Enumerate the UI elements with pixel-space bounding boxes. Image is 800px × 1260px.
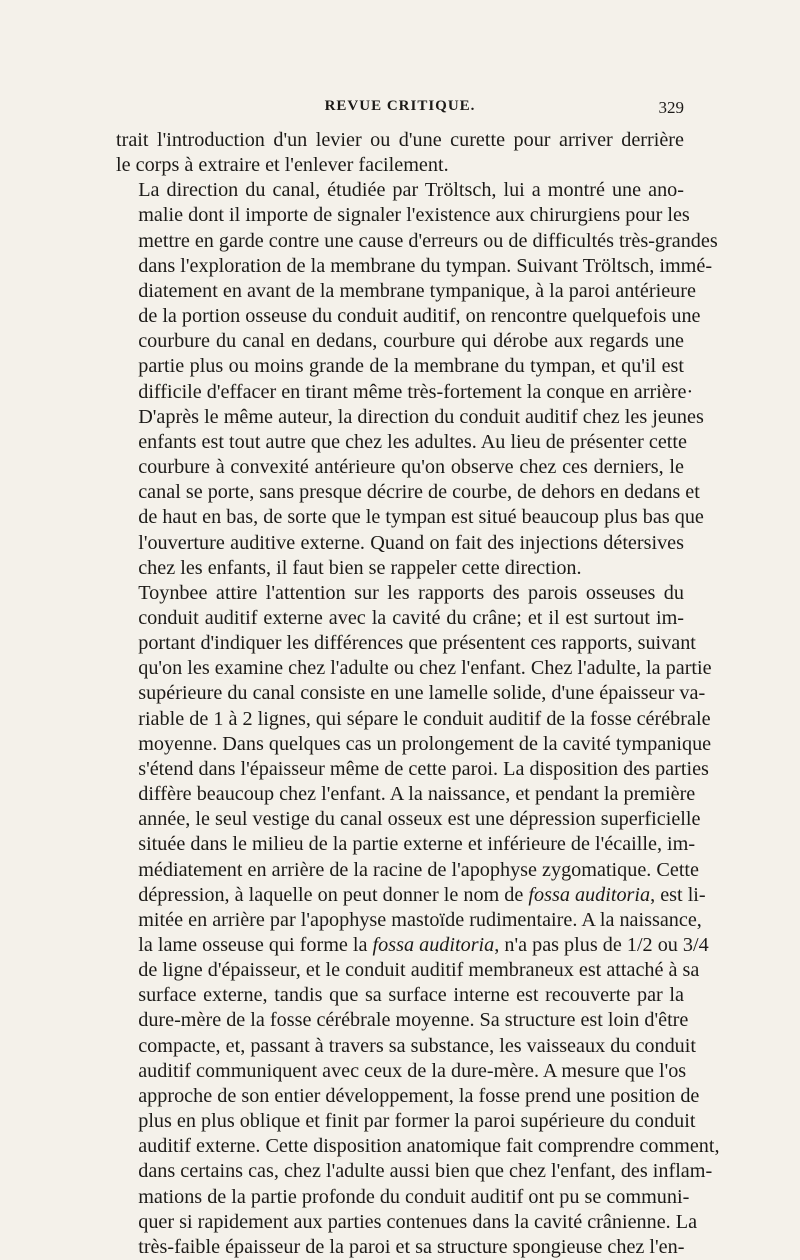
paragraph xyxy=(116,581,720,1260)
text-line: partie plus ou moins grande de la membrane du tympan, et qu'il est xyxy=(138,355,684,378)
text-line: mitée en arrière par l'apophyse mastoïde rudimentaire. A la naissance, xyxy=(138,908,702,931)
text-line: D'après le même auteur, la direction du conduit auditif chez les jeunes xyxy=(138,405,704,428)
text-line: surface externe, tandis que sa surface interne est recouverte par la xyxy=(138,984,684,1007)
text-line: courbure du canal en dedans, courbure qui dérobe aux regards une xyxy=(138,330,684,353)
text-line: canal se porte, sans presque décrire de courbe, de dehors en dedans et xyxy=(138,481,700,504)
text-line: située dans le milieu de la partie externe et inférieure de l'écaille, im- xyxy=(138,833,696,856)
text-line: conduit auditif externe avec la cavité du crâne; et il est surtout im- xyxy=(138,606,684,629)
text-line: plus en plus oblique et finit par former la paroi supérieure du conduit xyxy=(138,1110,696,1133)
text-line: moyenne. Dans quelques cas un prolongement de la cavité tympanique xyxy=(138,732,712,755)
text-line: quer si rapidement aux parties contenues dans la cavité crânienne. La xyxy=(138,1210,698,1233)
text-line: s'étend dans l'épaisseur même de cette paroi. La disposition des parties xyxy=(138,757,709,780)
text-line: enfants est tout autre que chez les adultes. Au lieu de présenter cette xyxy=(138,430,687,453)
text-line: dure-mère de la fosse cérébrale moyenne. Sa structure est loin d'être xyxy=(138,1009,689,1032)
body-text xyxy=(116,128,720,1260)
text-line: malie dont il importe de signaler l'existence aux chirurgiens pour les xyxy=(138,204,690,227)
text-line: compacte, et, passant à travers sa substance, les vaisseaux du conduit xyxy=(138,1034,696,1057)
text-line: portant d'indiquer les différences que présentent ces rapports, suivant xyxy=(138,632,696,655)
text-line: dans certains cas, chez l'adulte aussi bien que chez l'enfant, des inflam- xyxy=(138,1160,713,1183)
text-line: de haut en bas, de sorte que le tympan est situé beaucoup plus bas que xyxy=(138,506,704,529)
text-line: diffère beaucoup chez l'enfant. A la naissance, et pendant la première xyxy=(138,783,696,806)
text-line: qu'on les examine chez l'adulte ou chez l'enfant. Chez l'adulte, la partie xyxy=(138,657,712,680)
text-line: Toynbee attire l'attention sur les rapports des parois osseuses du xyxy=(138,581,684,604)
text-line: approche de son entier développement, la fosse prend une position de xyxy=(138,1084,700,1107)
paragraph xyxy=(116,128,684,178)
text-line: auditif externe. Cette disposition anatomique fait comprendre comment, xyxy=(138,1135,720,1158)
text-line: le corps à extraire et l'enlever facilement. xyxy=(116,154,449,177)
text-line: diatement en avant de la membrane tympanique, à la paroi antérieure xyxy=(138,279,696,302)
text-line: La direction du canal, étudiée par Tröltsch, lui a montré une ano- xyxy=(138,179,684,202)
text-line: difficile d'effacer en tirant même très-fortement la conque en arrière· xyxy=(138,380,694,403)
text-line: médiatement en arrière de la racine de l'apophyse zygomatique. Cette xyxy=(138,858,700,881)
text-line: dépression, à laquelle on peut donner le nom de fossa auditoria, est li- xyxy=(138,883,706,906)
text-line: courbure à convexité antérieure qu'on observe chez ces derniers, le xyxy=(138,456,684,479)
text-line: l'ouverture auditive externe. Quand on fait des injections détersives xyxy=(138,531,684,554)
text-line: la lame osseuse qui forme la fossa auditoria, n'a pas plus de 1/2 ou 3/4 xyxy=(138,934,709,956)
paragraph xyxy=(116,178,718,581)
text-line: trait l'introduction d'un levier ou d'une curette pour arriver derrière xyxy=(116,129,684,151)
text-line: auditif communiquent avec ceux de la dure-mère. A mesure que l'os xyxy=(138,1059,687,1082)
running-title: REVUE CRITIQUE. xyxy=(324,98,476,114)
text-line: année, le seul vestige du canal osseux est une dépression superficielle xyxy=(138,808,701,831)
text-line: très-faible épaisseur de la paroi et sa structure spongieuse chez l'en- xyxy=(138,1235,685,1258)
text-line: supérieure du canal consiste en une lamelle solide, d'une épaisseur va- xyxy=(138,682,706,705)
text-line: de la portion osseuse du conduit auditif, on rencontre quelquefois une xyxy=(138,305,701,328)
text-line: dans l'exploration de la membrane du tympan. Suivant Tröltsch, immé- xyxy=(138,254,713,277)
text-line: mettre en garde contre une cause d'erreurs ou de difficultés très-grandes xyxy=(138,229,718,252)
text-line: mations de la partie profonde du conduit auditif ont pu se communi- xyxy=(138,1185,690,1208)
text-line: chez les enfants, il faut bien se rappeler cette direction. xyxy=(138,556,582,579)
page-header xyxy=(116,98,684,122)
page-number: 329 xyxy=(658,98,684,117)
text-line: riable de 1 à 2 lignes, qui sépare le conduit auditif de la fosse cérébrale xyxy=(138,707,711,730)
text-line: de ligne d'épaisseur, et le conduit auditif membraneux est attaché à sa xyxy=(138,959,700,982)
